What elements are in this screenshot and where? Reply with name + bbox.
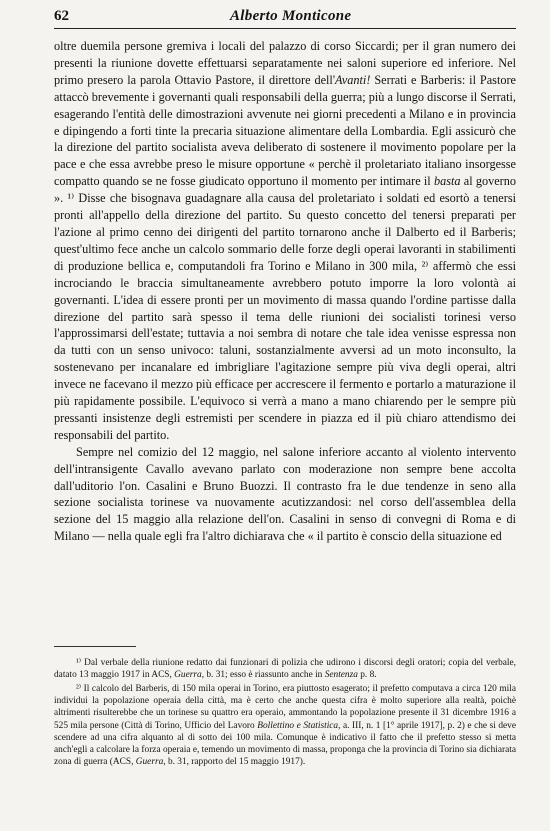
- header-rule: [54, 28, 516, 29]
- emphasis-basta: basta: [433, 174, 461, 189]
- page-header: [54, 6, 516, 30]
- footnote-rule: [54, 646, 136, 647]
- footnotes: [54, 657, 516, 770]
- body-text: [54, 38, 516, 545]
- footnote-1: ¹⁾ Dal verbale della riunione redatto dai funzionari di polizia che udirono i discorsi degli oratori; copia del verbale, datato 13 maggio 1917 in ACS, Guerra, b. 31; esso è riassunto anche in Sentenza p. 8.: [54, 658, 516, 681]
- page-number: 62: [54, 8, 69, 24]
- emphasis-avanti: Avanti!: [335, 72, 371, 87]
- paragraph-1: oltre duemila persone gremiva i locali del palazzo di corso Siccardi; per il gran numero dei presenti la riunione dovette effettuarsi separatamente nei saloni superiore ed inferiore. Nel primo presero la parola Ottavio Pastore, il direttore dell'Avanti! Serrati e Barberis: il Pastore attaccò brevemente i governanti quali responsabili della guerra; più a lungo discorse il Serrati, esagerando l'entità delle dimostrazioni avvenute nei giorni precedenti a Milano e in provincia e dipingendo a forti tinte la precaria situazione alimentare della Lombardia. Egli assicurò che la direzione del partito socialista aveva deliberato di sostenere il movimento popolare per la pace e che essa avrebbe preso le misure opportune « perchè il proletariato italiano insorgesse compatto quando se ne fosse giudicato opportuno il momento per intimare il basta al governo ». ¹⁾ Disse che bisognava guadagnare alla causa del proletariato i soldati ed esortò a tenersi pronti all'appello della direzione del partito. Su questo concetto del tenersi preparati per l'azione al primo cenno dei dirigenti del partito tornarono anche il Dalberto ed il Barberis; quest'ultimo fece anche un calcolo sommario delle forze degli operai lavoranti in stabilimenti di produzione bellica e, computandoli fra Torino e Milano in 300 mila, ²⁾ affermò che essi incrociando le braccia simultaneamente avrebbero potuto imporre la loro volontà ai governanti. L'idea di essere pronti per un movimento di massa quando l'ordine partisse dalla direzione del partito sarà spesso il tema delle riunioni dei socialisti torinesi verso l'approssimarsi dell'estate; tuttavia a noi sembra di notare che tale idea venisse espressa non da tutti con un senso univoco: taluni, sostanzialmente avversi ad un moto inconsulto, la sostenevano per incanalare ed imbrigliare l'agitazione sempre più viva degli operai, altri invece ne facevano il mezzo più efficace per accrescere il fermento e portarlo a maturazione il più rapidamente possibile. L'equivoco si verrà a mano a mano chiarendo per le sempre più pressanti insistenze degli estremisti per scendere in piazza ed il più chiaro attendismo dei responsabili del partito.: [54, 39, 516, 442]
- paragraph-2: Sempre nel comizio del 12 maggio, nel salone inferiore accanto al violento intervento dell'intransigente Cavallo avevano parlato con moderazione non sempre bene accolta dall'uditorio l'on. Casalini e Bruno Buozzi. Il contrasto fra le due tendenze in seno alla sezione socialista torinese va nuovamente acutizzandosi: nel corso dell'assemblea della sezione del 15 maggio alla relazione dell'on. Casalini in senso di convegni di Roma e di Milano — nella quale egli fra l'altro dichiarava che « il partito è conscio della situazione ed: [54, 444, 516, 544]
- footnote-2: ²⁾ Il calcolo del Barberis, di 150 mila operai in Torino, era piuttosto esagerato; il prefetto computava a circa 120 mila individui la popolazione operaia della città, ma è certo che anche questa cifra è molto superiore alla realtà, poichè altrimenti risulterebbe che un torinese su quattro era operaio, ammontando la popolazione presente il 31 dicembre 1916 a 525 mila persone (Città di Torino, Ufficio del Lavoro Bollettino e Statistica, a. III, n. 1 [1° aprile 1917], p. 2) e che si deve scendere ad una cifra alquanto al di sotto dei 100 mila. Comunque è indicativo il fatto che il prefetto stesso si metta anch'egli a calcolare la forza operaia e, temendo un movimento di massa, proponga che la provincia di Torino sia dichiarata zona di guerra (ACS, Guerra, b. 31, rapporto del 15 maggio 1917).: [54, 683, 516, 768]
- running-head: Alberto Monticone: [230, 8, 352, 24]
